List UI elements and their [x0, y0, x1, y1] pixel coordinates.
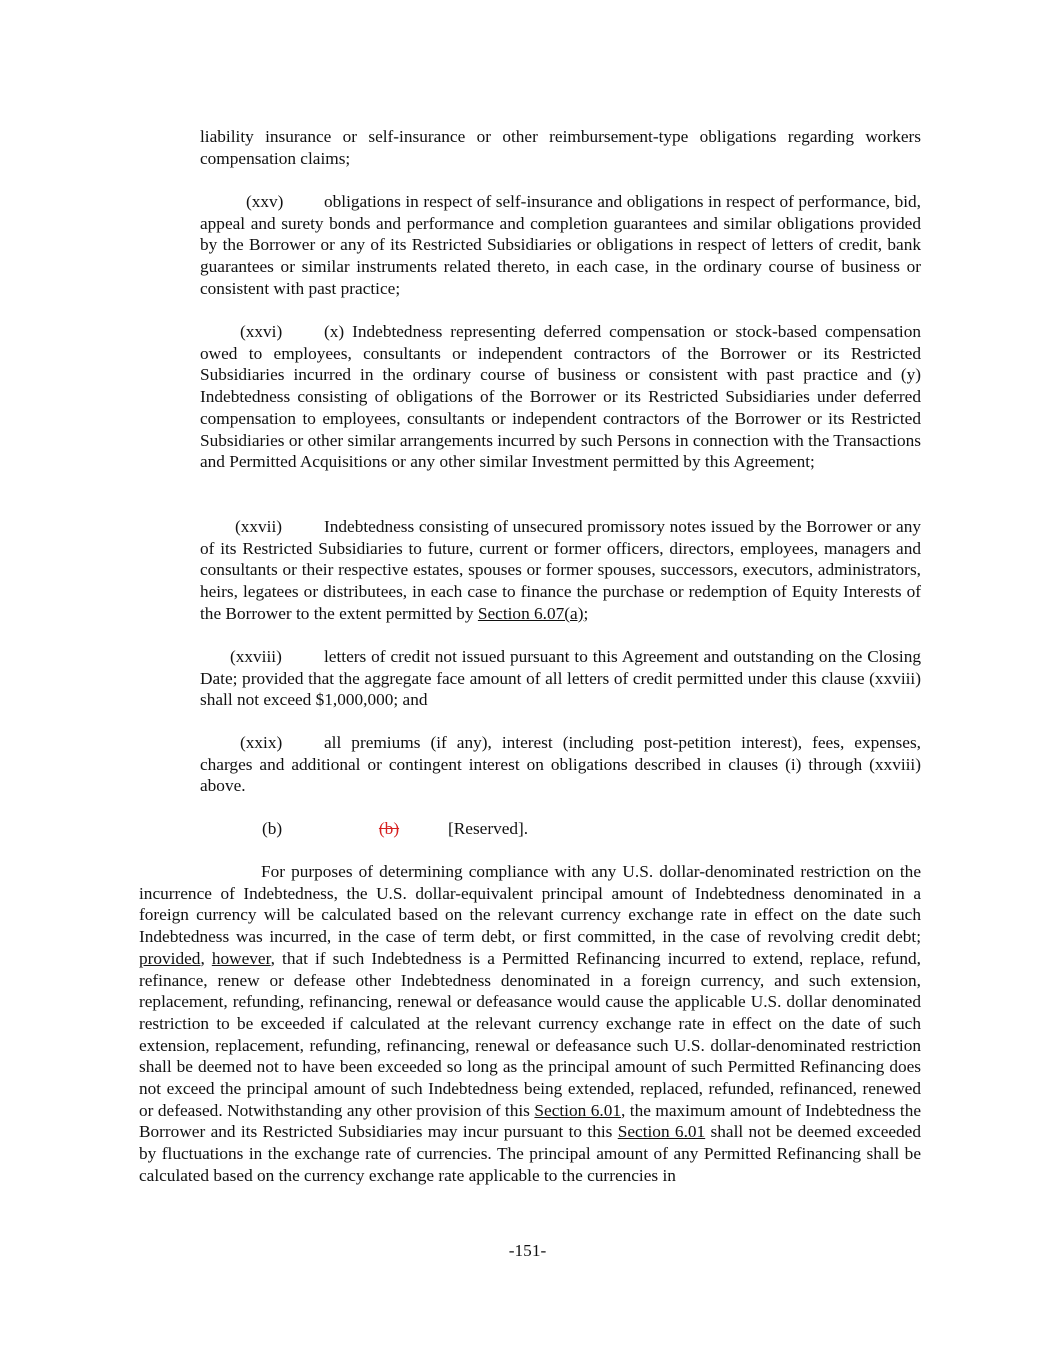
- continuation-paragraph: [200, 126, 921, 169]
- clause-xxvi: [200, 321, 921, 473]
- final-paragraph-part1: For purposes of determining compliance with any U.S. dollar-denominated restriction on the incurrence of Indebtedness, the U.S. dollar-equivalent principal amount of Indebtedness denominated in a foreign currency will be calculated based on the relevant currency exchange rate in effect on the date such Indebtedness was incurred, in the case of term debt, or first committed, in the case of revolving credit debt;: [139, 862, 921, 947]
- clause-xxix-text: all premiums (if any), interest (including post-petition interest), fees, expenses, charges and additional or contingent interest on obligations described in clauses (i) through (xxviii) above.: [200, 733, 921, 796]
- clause-b: [200, 818, 921, 840]
- clause-xxviii-text: letters of credit not issued pursuant to this Agreement and outstanding on the Closing Date; provided that the aggregate face amount of all letters of credit permitted under this clause (xxviii) shall not exceed $1,000,000; and: [200, 647, 921, 710]
- clause-xxvii-number: (xxvii): [235, 517, 283, 536]
- clause-xxvii: [200, 516, 921, 625]
- final-paragraph-part3: , the maximum amount of Indebtedness the Borrower and its Restricted Subsidiaries may incur pursuant to this: [139, 1100, 921, 1142]
- clause-xxviii-number: (xxviii): [230, 647, 282, 666]
- clause-xxv: [200, 191, 921, 300]
- clause-b-deleted-text: (b): [378, 819, 400, 838]
- provided-term: provided: [139, 948, 201, 968]
- clause-xxvii-end: ;: [583, 603, 589, 623]
- section-6-01-reference-2[interactable]: Section 6.01: [617, 1122, 706, 1142]
- continuation-text: liability insurance or self-insurance or other reimbursement-type obligations regarding workers compensation claims;: [200, 127, 921, 168]
- clause-xxvii-text: Indebtedness consisting of unsecured promissory notes issued by the Borrower or any of its Restricted Subsidiaries to future, current or former officers, directors, employees, managers and consultants or their respective estates, spouses or former spouses, successors, executors, administrators, heirs, legatees or distributees, in each case to finance the purchase or redemption of Equity Interests of the Borrower to the extent permitted by: [200, 517, 921, 623]
- however-term: however: [211, 948, 271, 968]
- final-paragraph-part2: , that if such Indebtedness is a Permitted Refinancing incurred to extend, replace, refund, refinance, renew or defease other Indebtedness denominated in a foreign currency, and such extension, replacement, refunding, refinancing, renewal or defeasance would cause the applicable U.S. dollar denominated restriction to be exceeded if calculated at the relevant currency exchange rate in effect on the date of such extension, replacement, refunding, refinancing, renewal or defeasance such U.S. dollar-denominated restriction shall be deemed not to have been exceeded so long as the principal amount of such Permitted Refinancing does not exceed the principal amount of such Indebtedness being extended, replaced, refunded, refinanced, renewed or defeased. Notwithstanding any other provision of this: [139, 948, 921, 1120]
- clause-xxviii: [200, 646, 921, 711]
- clause-xxvi-number: (xxvi): [240, 322, 283, 341]
- page-number: -151-: [508, 1241, 547, 1260]
- section-6-01-reference-1[interactable]: Section 6.01: [534, 1100, 621, 1120]
- clause-b-text: [Reserved].: [448, 819, 529, 838]
- final-paragraph-part4: shall not be deemed exceeded by fluctuations in the exchange rate of currencies. The principal amount of any Permitted Refinancing shall be calculated based on the currency exchange rate applicable to the currencies in: [139, 1122, 921, 1185]
- clause-xxix: [200, 732, 921, 797]
- clause-b-number: (b): [262, 819, 283, 838]
- clause-xxix-number: (xxix): [240, 733, 283, 752]
- clause-xxv-text: obligations in respect of self-insurance and obligations in respect of performance, bid, appeal and surety bonds and performance and completion guarantees and similar obligations provided by the Borrower or any of its Restricted Subsidiaries or obligations in respect of letters of credit, bank guarantees or similar instruments related thereto, in each case, in the ordinary course of business or consistent with past practice;: [200, 192, 921, 298]
- provided-comma: ,: [200, 948, 205, 968]
- section-6-07a-reference[interactable]: Section 6.07(a): [477, 603, 584, 623]
- clause-xxv-number: (xxv): [246, 192, 284, 211]
- clause-xxvi-text: (x) Indebtedness representing deferred compensation or stock-based compensation owed to employees, consultants or independent contractors of the Borrower or its Restricted Subsidiaries incurred in the ordinary course of business or consistent with past practice and (y) Indebtedness consisting of obligations of the Borrower or its Restricted Subsidiaries under deferred compensation to employees, consultants or independent contractors of the Borrower or its Restricted Subsidiaries or other similar arrangements incurred by such Persons in connection with the Transactions and Permitted Acquisitions or any other similar Investment permitted by this Agreement;: [200, 322, 921, 472]
- final-paragraph: [139, 861, 921, 1187]
